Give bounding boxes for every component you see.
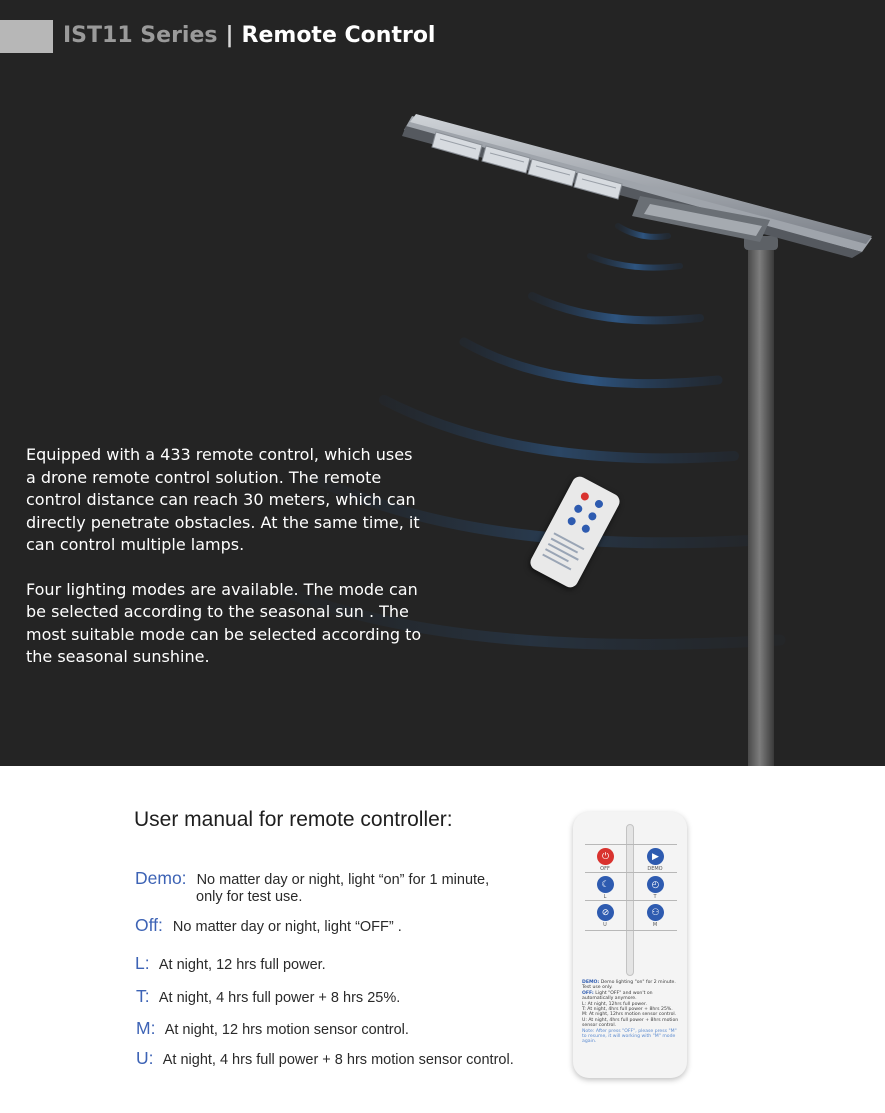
intro-paragraph-remote: Equipped with a 433 remote control, which uses a drone remote control solution. The remote control distance can reach 30 meters, which can directly penetrate obstacles. At the same time, it can control multiple lamps. bbox=[26, 445, 420, 554]
mode-description: At night, 4 hrs full power + 8 hrs motion sensor control. bbox=[162, 1052, 514, 1068]
motion-icon: ⚇ bbox=[647, 904, 664, 921]
button-label: U bbox=[603, 922, 607, 928]
button-label: DEMO bbox=[647, 866, 663, 872]
mode-code: U: bbox=[136, 1048, 154, 1068]
section-title: Remote Control bbox=[241, 23, 436, 48]
intro-text bbox=[26, 444, 426, 691]
series-name: IST11 Series bbox=[63, 23, 218, 48]
page-title bbox=[63, 23, 435, 48]
mode-code: M: bbox=[136, 1018, 156, 1038]
power-icon bbox=[579, 491, 590, 502]
mode-demo bbox=[135, 870, 489, 889]
mode-description: No matter day or night, light “OFF” . bbox=[172, 919, 402, 935]
title-accent-block bbox=[0, 20, 53, 53]
mode-description: At night, 4 hrs full power + 8 hrs 25%. bbox=[158, 990, 401, 1006]
clock-icon bbox=[587, 511, 598, 522]
lamp-pole bbox=[748, 240, 774, 766]
mode-demo-continued bbox=[196, 889, 302, 906]
remote-instructions: DEMO: Demo lighting "on" for 2 minute. Test use only. OFF: Light "OFF" and won't on automatically anymore. L: At night, 12hrs full power. T: At night, 4hrs full power + 8hrs 25%. M: At night, 12hrs motion sensor control. U: At night, 4hrs full power + 8hrs motion sensor control. Note: After press "OFF", please press "M" to resume, it will working with "M" mode again. bbox=[582, 980, 679, 1045]
user-manual-section bbox=[0, 766, 885, 1113]
mode-description: No matter day or night, light “on” for 1 minute, bbox=[196, 872, 490, 888]
mode-code: Off: bbox=[135, 915, 163, 935]
moon-icon bbox=[573, 503, 584, 514]
moon-icon: ☾ bbox=[597, 876, 614, 893]
mode-off bbox=[135, 917, 402, 936]
no-motion-icon: ⊘ bbox=[597, 904, 614, 921]
button-label: M bbox=[652, 922, 658, 928]
play-icon bbox=[594, 499, 605, 510]
mode-m bbox=[136, 1020, 409, 1039]
title-separator: | bbox=[225, 23, 234, 48]
power-icon: ⏻ bbox=[597, 848, 614, 865]
button-label: T bbox=[653, 894, 657, 900]
title-bar bbox=[0, 20, 885, 54]
motion-icon bbox=[580, 523, 591, 534]
button-label: L bbox=[603, 894, 607, 900]
mode-t bbox=[136, 988, 400, 1007]
mode-description: At night, 12 hrs full power. bbox=[158, 957, 326, 973]
mode-code: L: bbox=[135, 953, 150, 973]
manual-heading: User manual for remote controller: bbox=[134, 808, 453, 831]
mode-u bbox=[136, 1050, 514, 1069]
button-label: OFF bbox=[600, 866, 610, 872]
mode-description: At night, 12 hrs motion sensor control. bbox=[164, 1022, 409, 1038]
mode-description-continued: only for test use. bbox=[196, 889, 303, 905]
play-icon: ▶ bbox=[647, 848, 664, 865]
mode-code: T: bbox=[136, 986, 150, 1006]
intro-paragraph-modes: Four lighting modes are available. The mode can be selected according to the seasonal sun . The most suitable mode can be selected according to the seasonal sunshine. bbox=[26, 579, 422, 666]
no-motion-icon bbox=[566, 516, 577, 527]
mode-code: Demo: bbox=[135, 868, 187, 888]
mode-l bbox=[135, 955, 326, 974]
remote-controller-diagram bbox=[573, 812, 687, 1078]
clock-icon: ◴ bbox=[647, 876, 664, 893]
